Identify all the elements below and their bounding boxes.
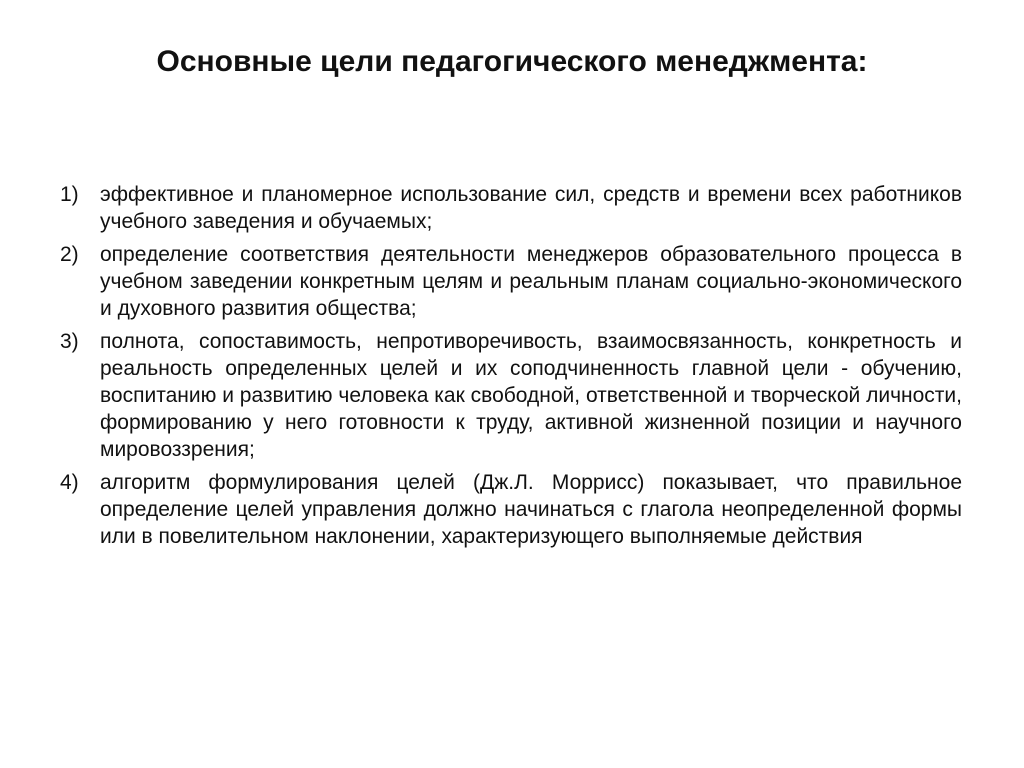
goal-number: 1) — [60, 183, 79, 206]
goal-number: 4) — [60, 471, 79, 494]
goal-number: 3) — [60, 330, 79, 353]
goal-text: полнота, сопоставимость, непротиворечивость, взаимосвязанность, конкретность и реальность определенных целей и их соподчиненность главной цели - обучению, воспитанию и развитию человека как свободной, ответственной и творческой личности, формированию у него готовности к труду, активной жизненной позиции и научного мировоззрения; — [100, 330, 962, 461]
goal-text: эффективное и планомерное использование сил, средств и времени всех работников учебного заведения и обучаемых; — [100, 183, 962, 233]
goal-number: 2) — [60, 243, 79, 266]
goal-list — [60, 181, 962, 556]
goal-item-2 — [60, 241, 962, 322]
goal-item-1 — [60, 181, 962, 235]
goal-item-4 — [60, 469, 962, 550]
slide-title: Основные цели педагогического менеджмента: — [156, 45, 868, 78]
goal-item-3 — [60, 328, 962, 463]
goal-text: определение соответствия деятельности менеджеров образовательного процесса в учебном заведении конкретным целям и реальным планам социально-экономического и духовного развития общества; — [100, 243, 962, 320]
goal-text: алгоритм формулирования целей (Дж.Л. Моррисс) показывает, что правильное определение целей управления должно начинаться с глагола неопределенной формы или в повелительном наклонении, характеризующего выполняемые действия — [100, 471, 962, 548]
